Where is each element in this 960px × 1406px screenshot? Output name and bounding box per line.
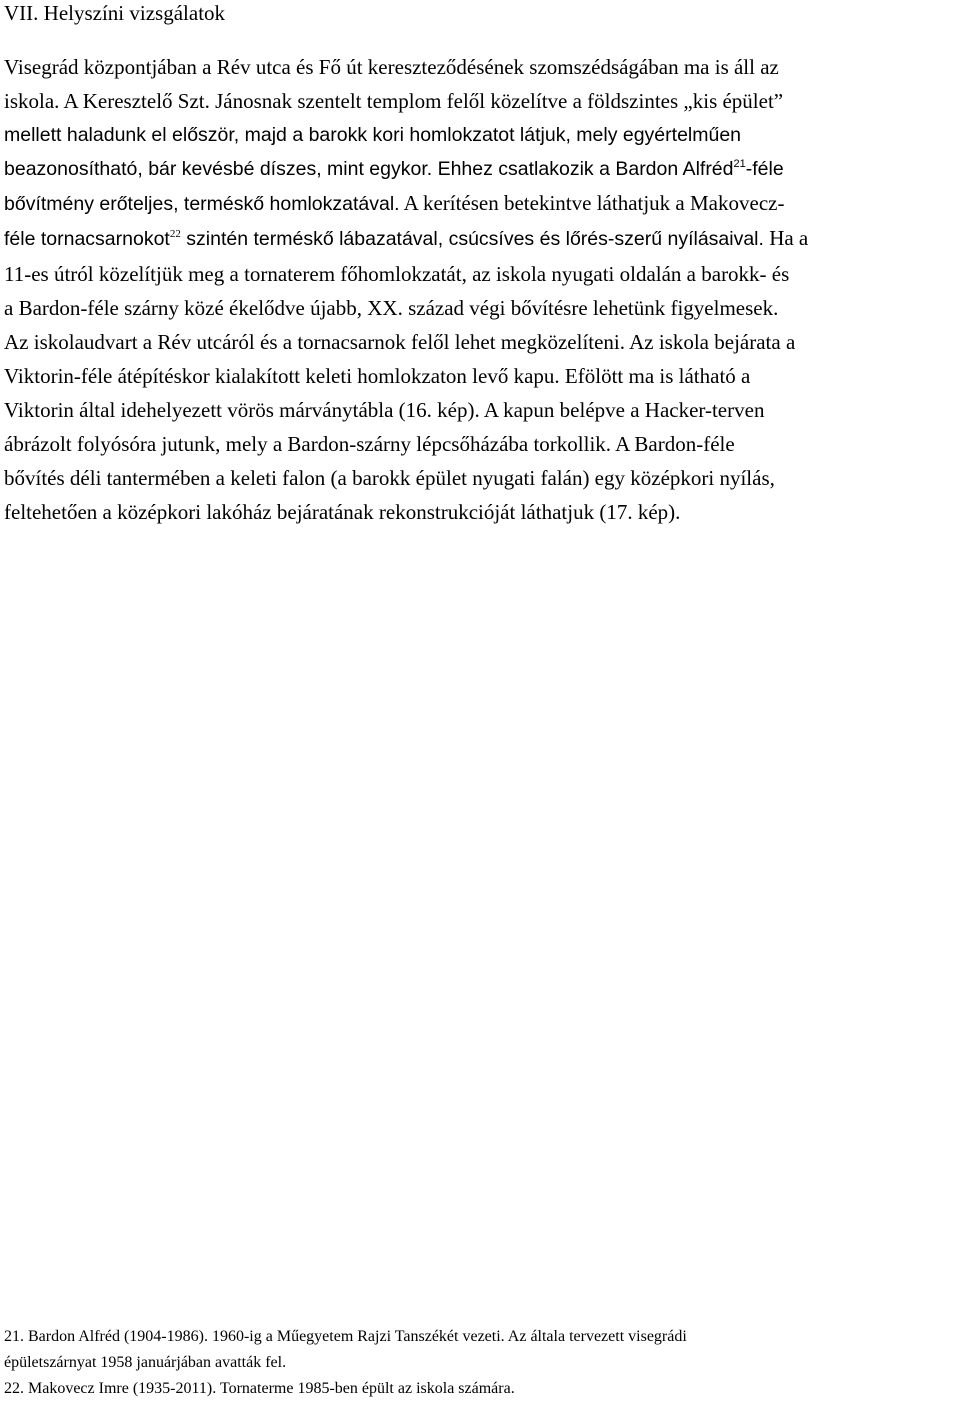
paragraph-line: iskola. A Keresztelő Szt. Jánosnak szentelt templom felől közelítve a földszintes „kis épület”	[4, 89, 784, 114]
footnote-21-continued: épületszárnyat 1958 januárjában avatták fel.	[4, 1354, 287, 1371]
paragraph-line: ábrázolt folyósóra jutunk, mely a Bardon-szárny lépcsőházába torkollik. A Bardon-féle	[4, 432, 735, 457]
paragraph-line	[4, 152, 956, 186]
footnote-22: 22. Makovecz Imre (1935-2011). Tornaterme 1985-ben épült az iskola számára.	[4, 1380, 515, 1397]
paragraph-text: féle tornacsarnokot	[4, 228, 170, 251]
main-paragraph	[4, 50, 956, 529]
paragraph-line	[4, 186, 956, 221]
paragraph-line: a Bardon-féle szárny közé ékelődve újabb, XX. század végi bővítésre lehetünk figyelmesek.	[4, 295, 779, 320]
paragraph-line: Viktorin által idehelyezett vörös márványtábla (16. kép). A kapun belépve a Hacker-terven	[4, 397, 765, 422]
footnotes	[4, 1324, 956, 1402]
paragraph-line: Az iskolaudvart a Rév utcáról és a tornacsarnok felől lehet megközelíteni. Az iskola bejárata a	[4, 329, 796, 354]
paragraph-text: szintén terméskő lábazatával, csúcsíves és lőrés-szerű nyílásaival.	[180, 228, 764, 251]
paragraph-line: Viktorin-féle átépítéskor kialakított keleti homlokzaton levő kapu. Efölött ma is látható a	[4, 363, 751, 388]
paragraph-line	[4, 221, 956, 256]
paragraph-text: -féle	[745, 158, 784, 181]
footnote-ref-22: 22	[169, 228, 181, 241]
paragraph-line: 11-es útról közelítjük meg a tornaterem főhomlokzatát, az iskola nyugati oldalán a barokk- és	[4, 261, 790, 286]
paragraph-text: Ha a	[763, 226, 809, 251]
paragraph-text: beazonosítható, bár kevésbé díszes, mint egykor. Ehhez csatlakozik a Bardon Alfréd	[4, 158, 734, 181]
paragraph-line: Visegrád központjában a Rév utca és Fő út kereszteződésének szomszédságában ma is áll az	[4, 55, 779, 79]
paragraph-line: bővítés déli tantermében a keleti falon (a barokk épület nyugati falán) egy középkori nyílás,	[4, 466, 775, 491]
paragraph-text: bővítmény erőteljes, terméskő homlokzatával.	[4, 193, 400, 216]
footnote-21: 21. Bardon Alfréd (1904-1986). 1960-ig a Műegyetem Rajzi Tanszékét vezeti. Az általa tervezett visegrádi	[4, 1328, 687, 1345]
paragraph-line: feltehetően a középkori lakóház bejáratának rekonstrukcióját láthatjuk (17. kép).	[4, 500, 681, 525]
paragraph-line: mellett haladunk el először, majd a barokk kori homlokzatot látjuk, mely egyértelműen	[4, 124, 742, 147]
section-heading: VII. Helyszíni vizsgálatok	[4, 1, 226, 25]
footnote-ref-21: 21	[733, 158, 746, 171]
paragraph-text: A kerítésen betekintve láthatjuk a Makovecz-	[399, 191, 785, 216]
